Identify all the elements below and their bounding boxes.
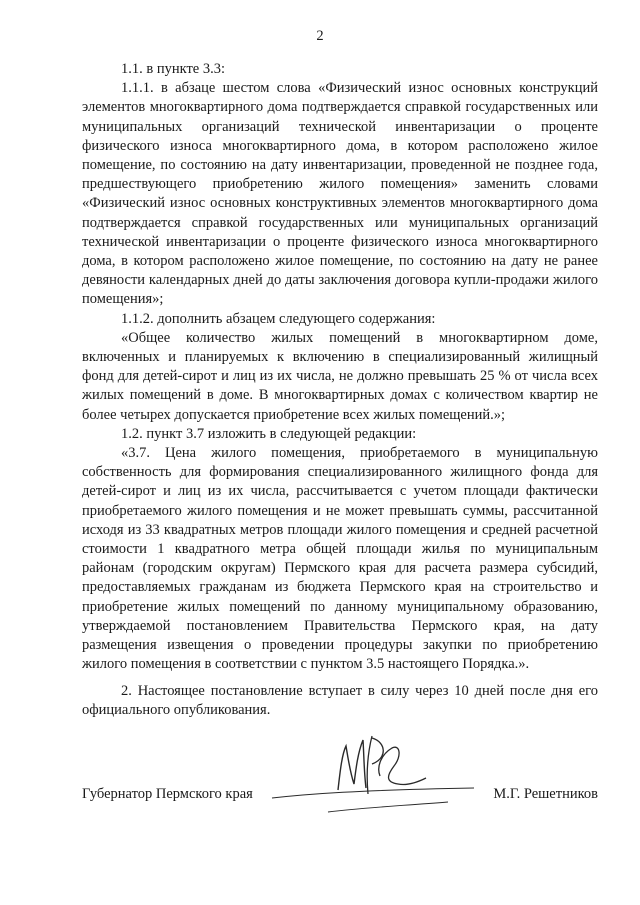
paragraph-point-2: 2. Настоящее постановление вступает в силу через 10 дней после дня его официального опубликования. xyxy=(82,682,598,718)
paragraph-point-1-1-2: 1.1.2. дополнить абзацем следующего содержания: xyxy=(121,310,436,327)
paragraph-point-1-1-1: 1.1.1. в абзаце шестом слова «Физический износ основных конструкций элементов многоквартирного дома подтверждается справкой государственных или муниципальных организаций технической инвентаризации о проценте физического износа многоквартирного дома, в котором расположено жилое помещение, по состоянию на дату инвентаризации, проведенной не позднее года, предшествующего приобретению жилого помещения» заменить словами «Физический износ основных конструктивных элементов многоквартирного дома подтверждается справкой государственных или муниципальных организаций технической инвентаризации о проценте физического износа многоквартирного дома, в котором расположено жилое помещение, по состоянию на дату не ранее девяности календарных дней до даты заключения договора купли-продажи жилого помещения»; xyxy=(82,80,598,308)
paragraph-point-1-2: 1.2. пункт 3.7 изложить в следующей редакции: xyxy=(121,425,417,442)
paragraph-point-1-1: 1.1. в пункте 3.3: xyxy=(121,61,226,77)
paragraph-quoted-3-7: «3.7. Цена жилого помещения, приобретаемого в муниципальную собственность для формирования специализированного жилищного фонда для детей-сирот и лиц из их числа, рассчитывается с учетом площади фактически приобретаемого жилого помещения и не может превышать суммы, рассчитанной исходя из 33 квадратных метров площади жилого помещения и средней расчетной стоимости 1 квадратного метра общей площади жилья по муниципальным районам (городским округам) Пермского края для расчета размера субсидий, предоставляемых гражданам из бюджета Пермского края на строительство и приобретение жилых помещений по данному муниципальному образованию, утверждаемой постановлением Правительства Пермского края, на дату размещения извещения о проведении процедуры закупки по приобретению жилого помещения в соответствии с пунктом 3.5 настоящего Порядка.». xyxy=(82,445,598,673)
document-body xyxy=(82,60,598,720)
signature-block xyxy=(82,786,598,810)
page-number: 2 xyxy=(316,28,324,44)
signatory-position: Губернатор Пермского края xyxy=(82,786,253,802)
signatory-name: М.Г. Решетников xyxy=(493,786,598,802)
paragraph-quoted-addition: «Общее количество жилых помещений в многоквартирном доме, включенных и планируемых к включению в специализированный жилищный фонд для детей-сирот и лиц из их числа, не должно превышать 25 % от числа всех жилых помещений в доме. В многоквартирных домах с количеством квартир не более четырех допускается приобретение всех жилых помещений.»; xyxy=(82,329,598,423)
